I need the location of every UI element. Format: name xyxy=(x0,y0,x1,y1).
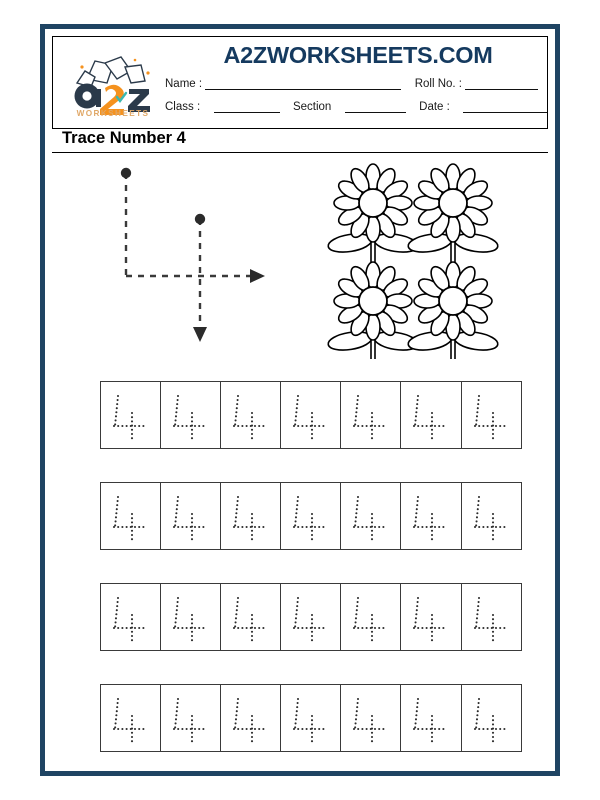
roll-no-field[interactable] xyxy=(465,77,538,90)
flower-illustration-group xyxy=(320,159,510,359)
worksheet-page xyxy=(40,24,560,776)
number-4-stroke-order-guide xyxy=(100,159,290,359)
trace-cell[interactable] xyxy=(100,381,161,449)
trace-cell[interactable] xyxy=(160,381,221,449)
title-bar xyxy=(52,129,548,153)
section-label: Section xyxy=(292,101,332,113)
trace-cell[interactable] xyxy=(280,684,341,752)
header-box xyxy=(52,36,548,129)
tracing-row xyxy=(100,684,528,752)
trace-cell[interactable] xyxy=(340,482,401,550)
start-dot-stroke-2 xyxy=(195,214,205,224)
site-title: A2ZWORKSHEETS.COM xyxy=(223,42,493,68)
trace-cell[interactable] xyxy=(461,482,522,550)
trace-cell[interactable] xyxy=(100,482,161,550)
form-row-name-roll xyxy=(165,77,547,97)
trace-cell[interactable] xyxy=(461,381,522,449)
trace-cell[interactable] xyxy=(220,381,281,449)
trace-cell[interactable] xyxy=(220,583,281,651)
trace-cell[interactable] xyxy=(160,482,221,550)
roll-no-label: Roll No. : xyxy=(414,78,462,90)
flower-1 xyxy=(327,164,419,271)
name-label: Name : xyxy=(165,78,203,90)
trace-cell[interactable] xyxy=(160,583,221,651)
trace-cell[interactable] xyxy=(400,381,461,449)
trace-cell[interactable] xyxy=(220,482,281,550)
flower-3 xyxy=(327,262,419,359)
start-dot-stroke-1 xyxy=(121,168,131,178)
trace-cell[interactable] xyxy=(461,583,522,651)
tracing-row xyxy=(100,583,528,651)
tracing-row xyxy=(100,482,528,550)
a2z-worksheets-logo xyxy=(65,53,161,119)
date-label: Date : xyxy=(419,101,450,113)
trace-cell[interactable] xyxy=(340,583,401,651)
class-field[interactable] xyxy=(214,100,280,113)
arrow-right xyxy=(250,269,265,283)
section-field[interactable] xyxy=(345,100,406,113)
trace-cell[interactable] xyxy=(461,684,522,752)
flower-2 xyxy=(407,164,499,271)
arrow-down xyxy=(193,327,207,342)
flower-4 xyxy=(407,262,499,359)
trace-cell[interactable] xyxy=(340,381,401,449)
trace-cell[interactable] xyxy=(160,684,221,752)
trace-cell[interactable] xyxy=(280,482,341,550)
trace-cell[interactable] xyxy=(400,684,461,752)
name-field[interactable] xyxy=(205,77,401,90)
trace-cell[interactable] xyxy=(340,684,401,752)
class-label: Class : xyxy=(165,101,201,113)
trace-cell[interactable] xyxy=(400,482,461,550)
trace-cell[interactable] xyxy=(100,684,161,752)
trace-cell[interactable] xyxy=(280,583,341,651)
trace-cell[interactable] xyxy=(400,583,461,651)
svg-text:WORKSHEETS: WORKSHEETS xyxy=(76,109,150,118)
form-row-class-section-date xyxy=(165,100,547,120)
trace-cell[interactable] xyxy=(100,583,161,651)
date-field[interactable] xyxy=(463,100,547,113)
tracing-row xyxy=(100,381,528,449)
trace-cell[interactable] xyxy=(280,381,341,449)
page-title: Trace Number 4 xyxy=(62,129,186,147)
trace-cell[interactable] xyxy=(220,684,281,752)
